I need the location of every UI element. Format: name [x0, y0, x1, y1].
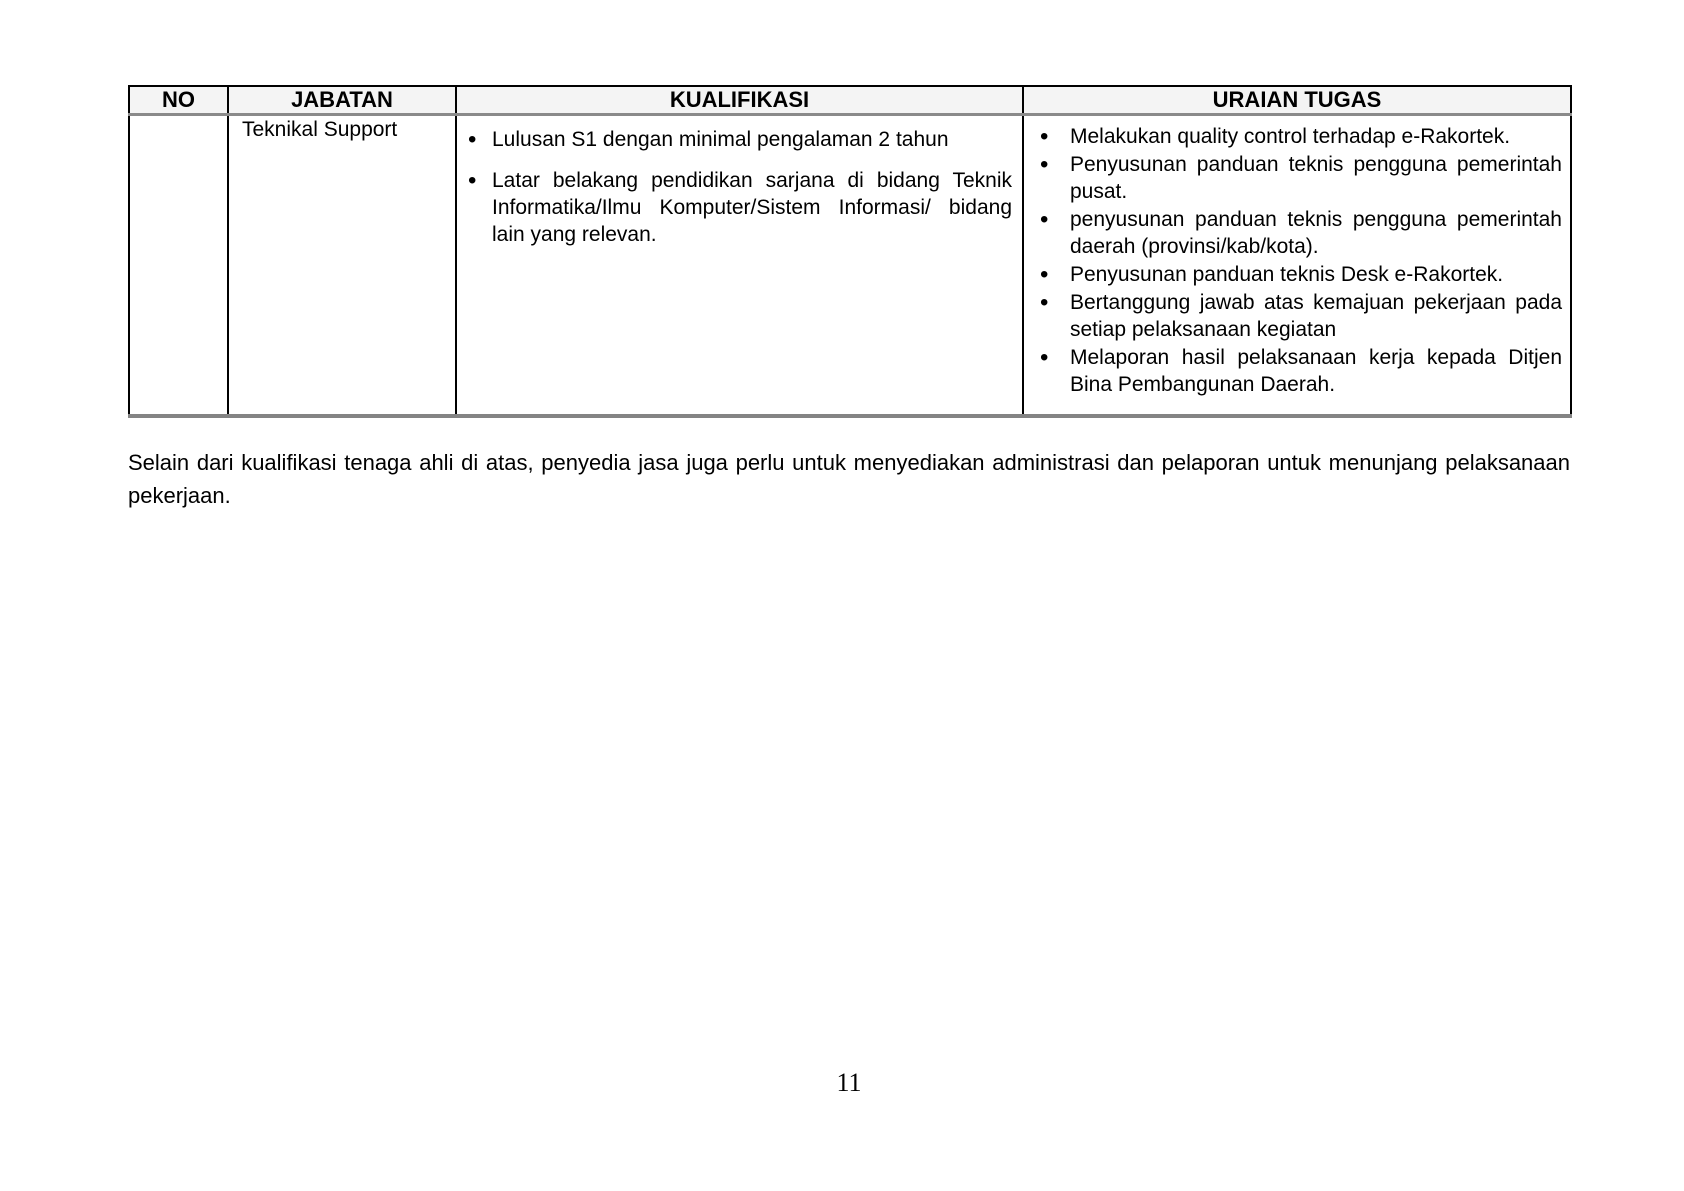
bullet-item: • Lulusan S1 dengan minimal pengalaman 2 tahun: [465, 126, 1012, 153]
bullet-item: • Bertanggung jawab atas kemajuan pekerjaan pada setiap pelaksanaan kegiatan: [1036, 289, 1562, 343]
jabatan-label: Teknikal Support: [242, 118, 398, 141]
column-header-kualifikasi: KUALIFIKASI: [456, 86, 1023, 115]
column-header-jabatan: JABATAN: [228, 86, 456, 115]
bullet-item: • Melakukan quality control terhadap e-Rakortek.: [1036, 123, 1562, 150]
uraian-tugas-list: [1036, 123, 1562, 398]
table-row: [129, 115, 1571, 416]
page-number: 11: [836, 1068, 862, 1097]
cell-kualifikasi: [456, 115, 1023, 416]
column-header-uraian-tugas: URAIAN TUGAS: [1023, 86, 1571, 115]
column-header-no: NO: [129, 86, 228, 115]
table-header-row: [129, 86, 1571, 115]
bullet-item: • Latar belakang pendidikan sarjana di bidang Teknik Informatika/Ilmu Komputer/Sistem Informasi/ bidang lain yang relevan.: [465, 167, 1012, 248]
spec-table: [128, 85, 1572, 418]
bullet-item: • penyusunan panduan teknis pengguna pemerintah daerah (provinsi/kab/kota).: [1036, 206, 1562, 260]
kualifikasi-list: [465, 126, 1012, 248]
note-paragraph: Selain dari kualifikasi tenaga ahli di atas, penyedia jasa juga perlu untuk menyediakan administrasi dan pelaporan untuk menunjang pelaksanaan pekerjaan.: [128, 450, 1570, 508]
bullet-item: • Penyusunan panduan teknis Desk e-Rakortek.: [1036, 261, 1562, 288]
bullet-item: • Melaporan hasil pelaksanaan kerja kepada Ditjen Bina Pembangunan Daerah.: [1036, 344, 1562, 398]
bullet-item: • Penyusunan panduan teknis pengguna pemerintah pusat.: [1036, 151, 1562, 205]
cell-jabatan: [228, 115, 456, 416]
cell-uraian-tugas: [1023, 115, 1571, 416]
cell-no: [129, 115, 228, 416]
